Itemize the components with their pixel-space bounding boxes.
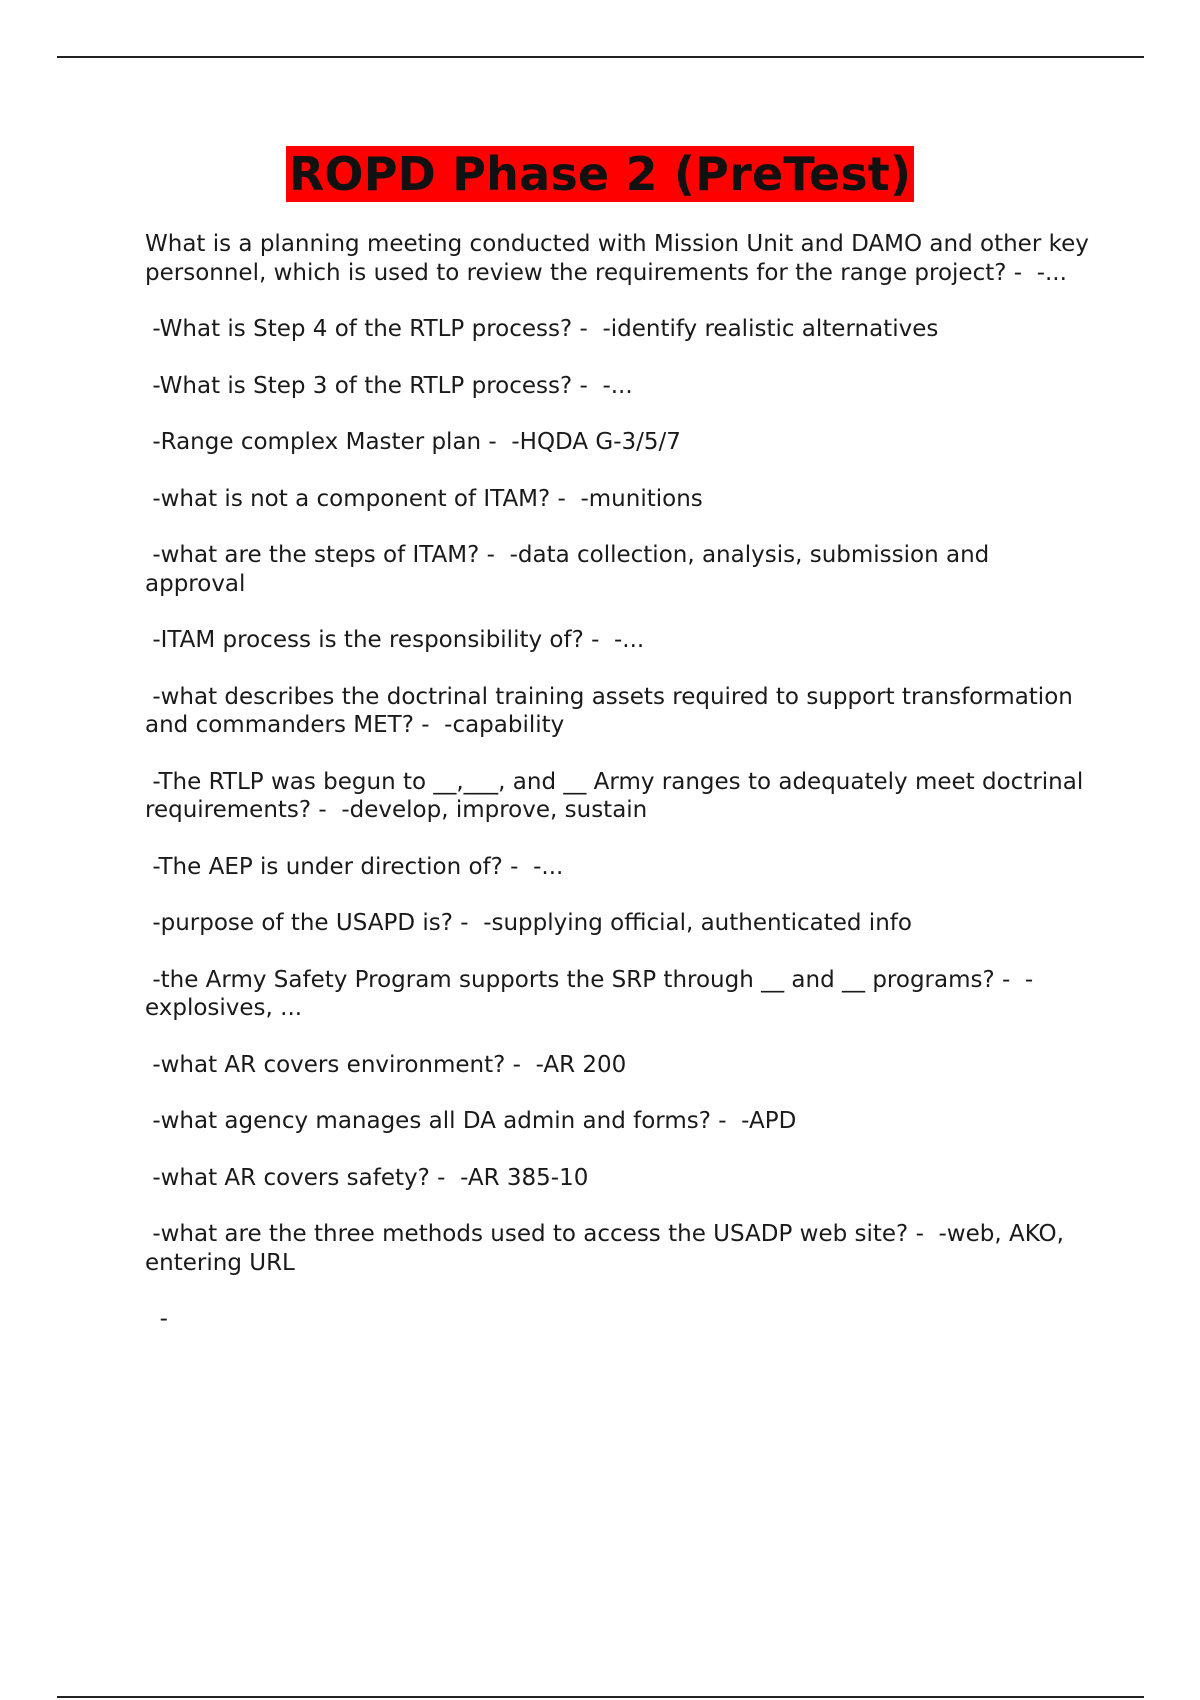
qa-item: -Range complex Master plan - -HQDA G-3/5/7 — [145, 429, 681, 455]
qa-item: -what AR covers safety? - -AR 385-10 — [145, 1164, 589, 1191]
qa-item: - — [145, 1306, 168, 1332]
qa-item: -what are the steps of ITAM? - -data collection, analysis, submission and approval — [145, 542, 997, 597]
qa-item: -What is Step 3 of the RTLP process? - -... — [145, 372, 633, 399]
bottom-rule — [57, 1696, 1144, 1698]
top-rule — [57, 56, 1144, 58]
question-list — [145, 230, 1095, 1362]
qa-item: -what agency manages all DA admin and forms? - -APD — [145, 1108, 797, 1134]
qa-item: -The AEP is under direction of? - -... — [145, 853, 564, 880]
qa-item: -ITAM process is the responsibility of? - -... — [145, 627, 645, 653]
qa-item: -the Army Safety Program supports the SRP through __ and __ programs? - -explosives, ... — [145, 966, 1034, 1021]
qa-item: -What is Step 4 of the RTLP process? - -identify realistic alternatives — [145, 316, 939, 342]
qa-item: -what are the three methods used to access the USADP web site? - -web, AKO, entering URL — [145, 1221, 1072, 1276]
document-title: ROPD Phase 2 (PreTest) — [286, 146, 914, 202]
qa-item: -purpose of the USAPD is? - -supplying official, authenticated info — [145, 910, 912, 936]
title-container — [0, 146, 1200, 202]
qa-item: -what describes the doctrinal training assets required to support transformation and commanders MET? - -capability — [145, 683, 1081, 738]
qa-item: -The RTLP was begun to __,___, and __ Army ranges to adequately meet doctrinal requirements? - -develop, improve, sustain — [145, 768, 1091, 823]
qa-item: -what is not a component of ITAM? - -munitions — [145, 485, 703, 512]
qa-item: -what AR covers environment? - -AR 200 — [145, 1051, 627, 1078]
qa-item: What is a planning meeting conducted with Mission Unit and DAMO and other key personnel, which is used to review the requirements for the range project? - -... — [145, 231, 1097, 286]
